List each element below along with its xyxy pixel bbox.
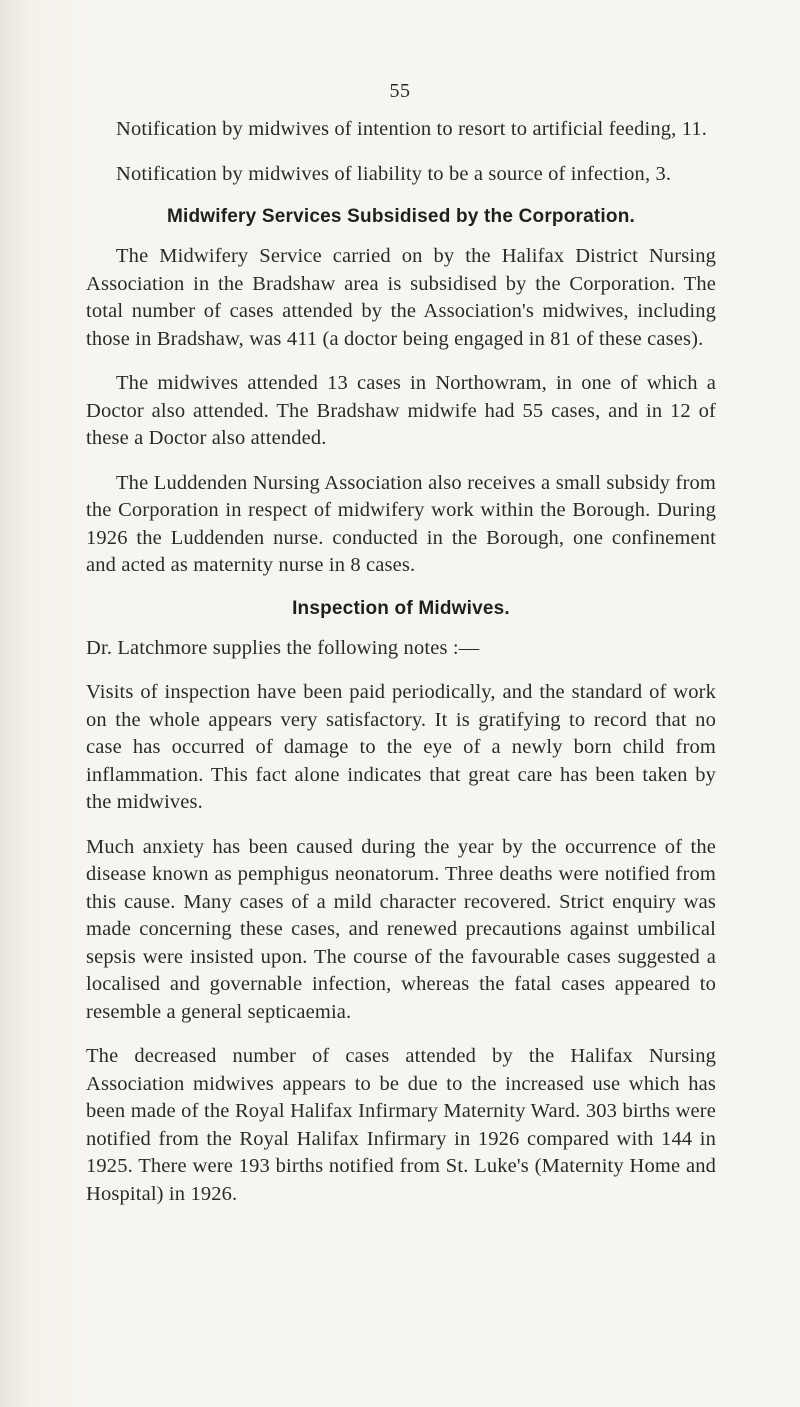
paragraph-artificial-feeding: Notification by midwives of intention to resort to artificial feeding, 11. (116, 118, 708, 140)
heading-midwifery-services: Midwifery Services Subsidised by the Corporation. (166, 206, 636, 227)
paragraph-luddenden: The Luddenden Nursing Association also receives a small subsidy from the Corporation in respect of midwifery work within the Borough. During 1926 the Luddenden nurse. conducted in the Borough, one confinement and acted as maternity nurse in 8 cases. (86, 471, 716, 576)
paragraph-midwifery-service: The Midwifery Service carried on by the Halifax District Nursing Association in the Bradshaw area is subsidised by the Corporation. The total number of cases attended by the Association's midwives, including those in Bradshaw, was 411 (a doctor being engaged in 81 of these cases). (86, 245, 716, 350)
page-content (86, 116, 716, 1225)
paragraph-pemphigus: Much anxiety has been caused during the year by the occurrence of the disease known as pemphigus neonatorum. Three deaths were notified from this cause. Many cases of a mild character recovered. Strict enquiry was made concerning these cases, and renewed precautions against umbilical sepsis were insisted upon. The course of the favourable cases suggested a localised and governable infection, whereas the fatal cases appeared to resemble a general septicaemia. (86, 835, 716, 1023)
page-number: 55 (389, 80, 411, 102)
paragraph-decreased-cases: The decreased number of cases attended by the Halifax Nursing Association midwives appears to be due to the increased use which has been made of the Royal Halifax Infirmary Maternity Ward. 303 births were notified from the Royal Halifax Infirmary in 1926 compared with 144 in 1925. There were 193 births notified from St. Luke's (Maternity Home and Hospital) in 1926. (86, 1045, 716, 1205)
paragraph-source-of-infection: Notification by midwives of liability to be a source of infection, 3. (116, 162, 672, 185)
heading-inspection-of-midwives: Inspection of Midwives. (292, 597, 510, 619)
paragraph-northowram: The midwives attended 13 cases in Northowram, in one of which a Doctor also attended. The Bradshaw midwife had 55 cases, and in 12 of these a Doctor also attended. (86, 372, 716, 449)
paragraph-latchmore-notes: Dr. Latchmore supplies the following notes :— (86, 636, 480, 659)
paragraph-visits-of-inspection: Visits of inspection have been paid periodically, and the standard of work on the whole appears very satisfactory. It is gratifying to record that no case has occurred of damage to the eye of a newly born child from inflammation. This fact alone indicates that great care has been taken by the midwives. (86, 681, 716, 813)
